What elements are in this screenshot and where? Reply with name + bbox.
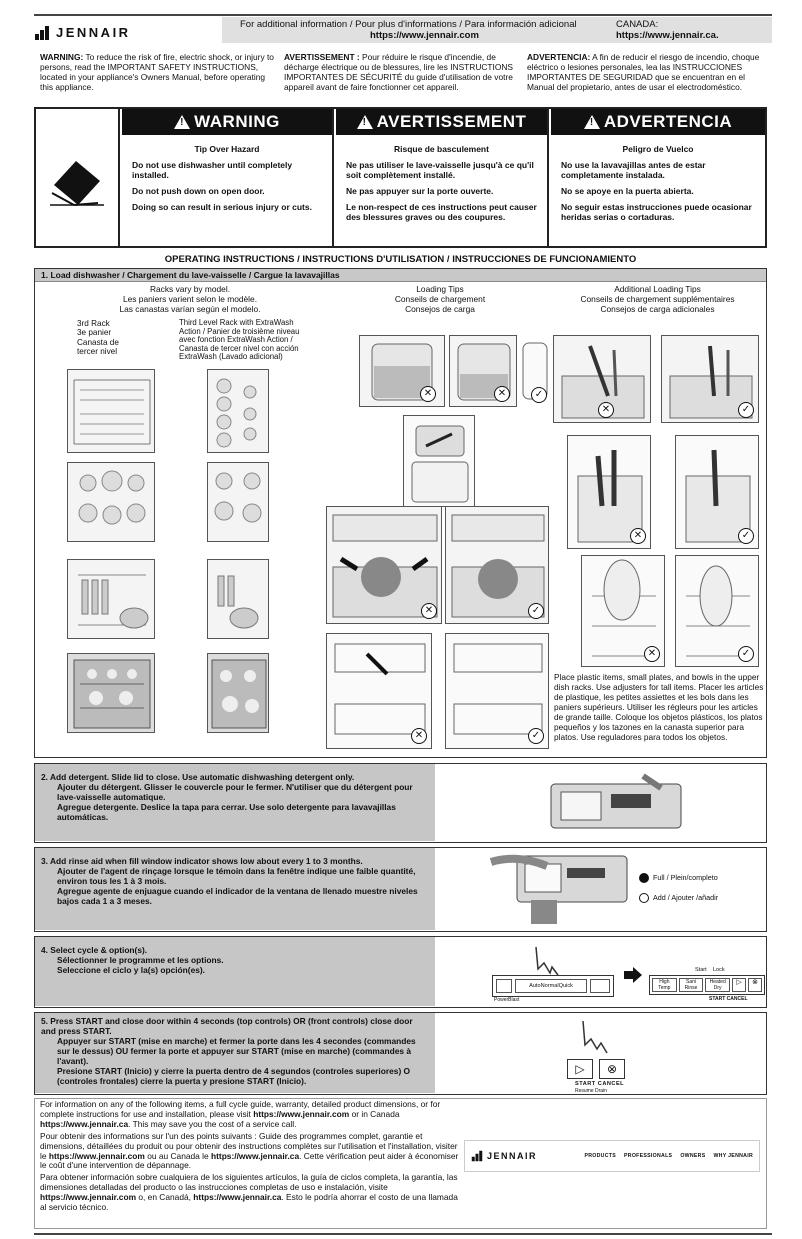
panel-button[interactable]	[496, 979, 512, 993]
indicator-full: Full / Plein/completo	[639, 870, 759, 886]
lower-rack-incorrect-illustration	[326, 506, 442, 624]
additional-tip-text: Place plastic items, small plates, and bowls in the upper dish racks. Use adjusters for tall items. Placer les articles de plastique, les petites assiettes et les bols dans les paniers supérieurs. Utiliser les régleurs pour les articles de grande taille. Coloque los objetos plásticos, los platos pequeños y los tazones en la canasta superior para platos. Use reguladores para todos los objetos.	[554, 672, 764, 742]
step5-section	[34, 1012, 767, 1095]
basket-correct-illustration	[675, 435, 759, 549]
canada-url[interactable]: https://www.jennair.ca.	[616, 30, 719, 41]
step5-text: 5. Press START and close door within 4 seconds (top controls) OR (front controls) close door and press START. Appuyer sur START (mise en marche) et fermer la porte dans les 4 secondes (commandes sur le dessus) OU fermer la porte et appuyer sur START (mise en marche) (commandes à l'avant). Presione START (Inicio) y cierre la puerta dentro de 4 segundos (controles superiores) O (controles frontales) cierre la puerta y presione START (Inicio).	[35, 1013, 435, 1093]
step1-section	[34, 268, 767, 758]
control-panel-select-illustration	[492, 945, 614, 1003]
rinse-aid-illustration	[487, 850, 637, 928]
control-panel-left	[492, 975, 614, 997]
footer-brand: JENNAIR	[487, 1150, 538, 1161]
top-rule	[34, 14, 772, 16]
step4-section	[34, 936, 767, 1008]
rack-illustration	[67, 369, 155, 453]
nav-owners[interactable]: OWNERS	[680, 1152, 706, 1159]
cancel-button[interactable]: ⊗	[599, 1059, 625, 1079]
start-cancel-illustration	[567, 1019, 647, 1093]
control-panel-right	[649, 975, 765, 995]
canada-label: CANADA:	[616, 19, 659, 30]
incorrect-icon: ✕	[630, 528, 646, 544]
footer-fr: Pour obtenir des informations sur l'un des points suivants : Guide des programmes complet, garantie et dimensions, détaillées du produit ou pour obtenir des instructions complètes sur l'utilisation et l'installation, visiter le https://www.jennair.com ou au Canada le https://www.jennair.ca. Cette vérification peut aider à économiser le coût d'une intervention de dépannage.	[40, 1130, 459, 1171]
start-indicator-label: Start	[695, 967, 707, 973]
incorrect-icon: ✕	[494, 386, 510, 402]
rack-illustration	[67, 462, 155, 542]
footer-link-com[interactable]: https://www.jennair.com	[40, 1192, 137, 1203]
footer-link-ca[interactable]: https://www.jennair.ca	[193, 1192, 282, 1203]
detergent-dispenser-illustration	[547, 772, 693, 834]
footer-link-ca[interactable]: https://www.jennair.ca	[40, 1118, 129, 1129]
tall-items-incorrect-illustration	[326, 633, 432, 749]
footer-text	[40, 1100, 465, 1213]
arrow-right-icon	[624, 967, 642, 983]
correct-icon: ✓	[738, 646, 754, 662]
heated-dry-button[interactable]: Heated Dry	[705, 978, 730, 992]
jar-correct-illustration	[521, 335, 549, 407]
incorrect-icon: ✕	[411, 728, 427, 744]
correct-icon: ✓	[531, 387, 547, 403]
alert-icon	[357, 115, 373, 129]
add-indicator-icon	[639, 893, 649, 903]
step3-text: 3. Add rinse aid when fill window indicator shows low about every 1 to 3 months. Ajouter de l'agent de rinçage lorsque le témoin dans la fenêtre indique une faible quantité, environ tous les 1 à 3 mois. Agregue agente de enjuague cuando el indicador de la ventana de llenado muestre niveles bajos cada 1 a 3 meses.	[35, 848, 435, 930]
rack-illustration	[67, 559, 155, 639]
footer-en: For information on any of the following items, a full cycle guide, warranty, detailed product dimensions, or for complete instructions for use and installation, please visit https://www.jennair.com or in Canada https://www.jennair.ca. This may save you the cost of a service call.	[40, 1099, 441, 1129]
start-cancel-label: START CANCEL	[709, 996, 748, 1002]
footer-es: Para obtener información sobre cualquiera de los siguientes artículos, la guía de ciclos completa, la garantía, las dimensiones detalladas del producto o las instrucciones completas de uso e instalación, visite https://www.jennair.com o, en Canadá, https://www.jennair.ca. Esto le podría ahorrar el costo de una llamada al servicio técnico.	[40, 1172, 458, 1213]
lower-rack-correct-illustration	[445, 506, 549, 624]
intro-fr: AVERTISSEMENT : Pour réduire le risque d'incendie, de décharge électrique ou de blessures, lire les INSTRUCTIONS IMPORTANTES DE SÉCURITÉ du guide d'utilisation de votre appareil avant de faire fonctionner cet appareil.	[284, 52, 514, 92]
indicator-add: Add / Ajouter /añadir	[639, 890, 759, 906]
control-panel-start-illustration	[649, 945, 765, 1003]
cancel-button[interactable]: ⊗	[748, 978, 762, 992]
nav-products[interactable]: PRODUCTS	[584, 1152, 617, 1159]
tip-over-hazard-icon	[46, 147, 108, 209]
jennair-logo-icon	[471, 1150, 483, 1162]
warning-box	[34, 107, 767, 248]
step4-text: 4. Select cycle & option(s). Sélectionner le programme et les options. Seleccione el ciclo y la(s) opción(es).	[35, 937, 435, 1006]
brand-logo	[34, 22, 131, 44]
correct-icon: ✓	[738, 528, 754, 544]
incorrect-icon: ✕	[421, 603, 437, 619]
high-temp-button[interactable]: High Temp	[652, 978, 677, 992]
step2-text: 2. Add detergent. Slide lid to close. Use automatic dishwashing detergent only. Ajouter du détergent. Glisser le couvercle pour le fermer. N'utiliser que du détergent pour lave-vaisselle automatique. Agregue detergente. Deslice la tapa para cerrar. Use solo detergente para lavavajillas automáticas.	[35, 764, 435, 841]
correct-icon: ✓	[528, 728, 544, 744]
jar-incorrect-illustration	[449, 335, 517, 407]
incorrect-icon: ✕	[598, 402, 614, 418]
brand-name: JENNAIR	[56, 25, 131, 41]
utensils-correct-illustration	[661, 335, 759, 423]
basket-incorrect-illustration	[567, 435, 651, 549]
nav-why-jennair[interactable]: WHY JENNAIR	[713, 1152, 753, 1159]
panel-button[interactable]	[590, 979, 610, 993]
alert-icon	[174, 115, 190, 129]
step2-section	[34, 763, 767, 843]
warning-en: ! WARNING Tip Over Hazard Do not use dishwasher until completely installed. Do not push down on open door. Doing so can result in serious injury or cuts.	[122, 109, 334, 246]
jennair-logo-icon	[34, 25, 50, 41]
racks-vary: Racks vary by model. Les paniers varient selon le modèle. Las canastas varían según el modelo.	[119, 284, 261, 314]
rinse-indicator-legend	[639, 870, 759, 910]
warning-es: ! ADVERTENCIA Peligro de Vuelco No use la lavavajillas antes de estar completamente instalada. No se apoye en la puerta abierta. No seguir estas instrucciones puede ocasionar heridas serias o cortaduras.	[551, 109, 765, 246]
pointing-hand-icon	[567, 1019, 647, 1059]
bottom-rule	[34, 1233, 772, 1235]
tall-items-correct-illustration	[445, 633, 549, 749]
rack-illustration	[207, 369, 269, 453]
loading-tips: Loading Tips Conseils de chargement Consejos de carga	[394, 284, 486, 314]
container-lid-illustration	[403, 415, 475, 507]
info-line: For additional information / Pour plus d'informations / Para información adicional	[240, 19, 577, 30]
plates-correct-illustration	[675, 555, 759, 667]
resume-drain-label: Resume Drain	[575, 1088, 607, 1094]
step3-section	[34, 847, 767, 932]
footer-link-com[interactable]: https://www.jennair.com	[48, 1150, 145, 1161]
correct-icon: ✓	[738, 402, 754, 418]
footer-link-ca[interactable]: https://www.jennair.ca	[211, 1150, 300, 1161]
rack-illustration	[207, 559, 269, 639]
warning-fr: ! AVERTISSEMENT Risque de basculement Ne pas utiliser le lave-vaisselle jusqu'à ce qu'il soit complètement installé. Ne pas appuyer sur la porte ouverte. Le non-respect de ces instructions peut causer des blessures graves ou des coupures.	[336, 109, 549, 246]
website-nav-banner	[464, 1140, 760, 1172]
panel-label-powerblast: PowerBlast	[494, 997, 520, 1003]
alert-icon	[584, 115, 600, 129]
jar-incorrect-illustration	[359, 335, 445, 407]
sani-rinse-button[interactable]: Sani Rinse	[679, 978, 704, 992]
start-cancel-label: START CANCEL	[575, 1081, 625, 1087]
full-indicator-icon	[639, 873, 649, 883]
panel-cycle-button[interactable]: AutoNormalQuick	[515, 979, 587, 993]
incorrect-icon: ✕	[420, 386, 436, 402]
step1-title: 1. Load dishwasher / Chargement du lave-vaisselle / Cargue la lavavajillas	[35, 269, 766, 282]
operating-heading: OPERATING INSTRUCTIONS / INSTRUCTIONS D'UTILISATION / INSTRUCCIONES DE FUNCIONAMIENTO	[164, 254, 637, 265]
tip-over-icon-cell	[36, 109, 120, 246]
incorrect-icon: ✕	[644, 646, 660, 662]
dishwasher-interior-illustration	[207, 653, 269, 733]
intro-en: WARNING: To reduce the risk of fire, electric shock, or injury to persons, read the IMPORTANT SAFETY INSTRUCTIONS, located in your appliance's Owners Manual, before operating this appliance.	[40, 52, 274, 92]
start-button[interactable]: ▷	[567, 1059, 593, 1079]
correct-icon: ✓	[528, 603, 544, 619]
plates-incorrect-illustration	[581, 555, 665, 667]
third-level-label: Third Level Rack with ExtraWash Action / Panier de troisième niveau avec fonction ExtraWash Action / Canasta de tercer nivel con acción ExtraWash (Lavado adicional)	[179, 318, 300, 362]
utensils-incorrect-illustration	[553, 335, 651, 423]
footer-link-com[interactable]: https://www.jennair.com	[253, 1108, 350, 1119]
start-button[interactable]: ▷	[732, 978, 746, 992]
lock-indicator-label: Lock	[713, 967, 725, 973]
dishwasher-interior-illustration	[67, 653, 155, 733]
additional-tips: Additional Loading Tips Conseils de chargement supplémentaires Consejos de carga adicionales	[580, 284, 735, 314]
header-info-bar	[222, 17, 772, 43]
third-rack-label: 3rd Rack 3e panier Canasta de tercer nivel	[77, 319, 119, 357]
rack-illustration	[207, 462, 269, 542]
intro-es: ADVERTENCIA: A fin de reducir el riesgo de incendio, choque eléctrico o lesiones personales, lea las INSTRUCCIONES IMPORTANTES DE SEGURIDAD que se encuentran en el Manual del propietario, antes de usar el electrodoméstico.	[527, 52, 760, 92]
nav-professionals[interactable]: PROFESSIONALS	[624, 1152, 673, 1159]
info-url[interactable]: https://www.jennair.com	[370, 30, 479, 41]
